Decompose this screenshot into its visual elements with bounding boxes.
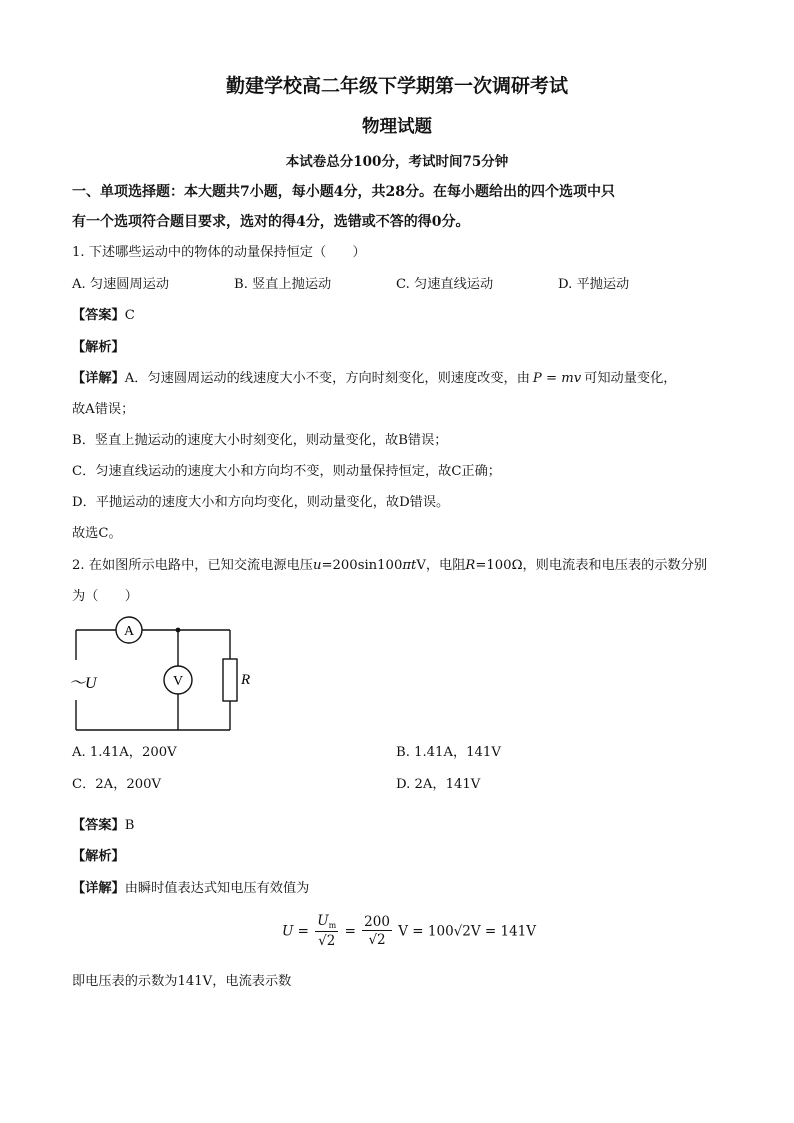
q1-answer (72, 307, 135, 325)
q2-stem-part1: 2. 在如图所示电路中，已知交流电源电压 (72, 558, 313, 573)
formula-num1: U (317, 913, 329, 929)
q1-analysis-tag: 【解析】 (72, 340, 125, 355)
detail-a-suffix: 可知动量变化， (584, 371, 677, 386)
q2-analysis-tag: 【解析】 (72, 849, 125, 864)
q1-detail-a (72, 370, 676, 388)
effective-voltage-formula (282, 913, 536, 957)
detail-text: 由瞬时值表达式知电压有效值为 (124, 881, 310, 896)
exam-info: 本试卷总分100分，考试时间75分钟 (285, 154, 509, 170)
junction-dot (176, 628, 181, 633)
detail-tag: 【详解】 (72, 371, 125, 386)
q2-stem-part4: =100Ω，则电流表和电压表的示数分别 (475, 558, 708, 573)
section-heading-line2: 有一个选项符合题目要求，选对的得4分，选错或不答的得0分。 (72, 214, 470, 230)
detail-tag: 【详解】 (72, 881, 125, 896)
formula-den2: √2 (368, 932, 386, 948)
voltmeter-label: V (172, 674, 184, 689)
formula-tail: V = 100√2V = 141V (398, 923, 537, 940)
fraction-200-sqrt2 (362, 914, 392, 949)
ammeter-label: A (123, 624, 135, 639)
q1-option-c: C. 匀速直线运动 (396, 277, 494, 292)
q1-conclusion: 故选C。 (72, 526, 122, 541)
q2-stem-part3: V，电阻 (416, 558, 466, 573)
q2-stem-line2: 为（ ） (72, 589, 138, 604)
q2-option-b: B. 1.41A，141V (396, 745, 501, 760)
q1-stem: 1. 下述哪些运动中的物体的动量保持恒定（ ） (72, 245, 366, 260)
subject-title: 物理试题 (362, 117, 432, 137)
source-label: ～U (69, 675, 97, 692)
answer-value: C (124, 308, 135, 323)
answer-tag: 【答案】 (72, 308, 125, 323)
momentum-formula: P = mv (532, 371, 582, 386)
q2-after-formula: 即电压表的示数为141V，电流表示数 (72, 974, 292, 989)
answer-tag: 【答案】 (72, 818, 125, 833)
q2-answer (72, 817, 134, 835)
q2-var-r: R (465, 558, 476, 573)
detail-a-prefix: A．匀速圆周运动的线速度大小不变，方向时刻变化，则速度改变，由 (124, 371, 530, 386)
q1-option-a: A. 匀速圆周运动 (72, 277, 170, 292)
q1-detail-d: D．平抛运动的速度大小和方向均变化，则动量变化，故D错误。 (72, 495, 450, 510)
fraction-um-sqrt2 (315, 913, 338, 950)
q2-option-a: A. 1.41A，200V (72, 745, 177, 760)
q2-option-c: C．2A，200V (72, 777, 162, 792)
formula-eq: = (344, 923, 356, 940)
q2-option-d: D. 2A，141V (396, 777, 481, 792)
q2-var-pit: πt (402, 558, 417, 573)
formula-num1-sub: m (328, 921, 337, 930)
resistor-label: R (241, 672, 251, 688)
answer-value: B (124, 818, 135, 833)
q2-detail (72, 880, 309, 898)
exam-title: 勤建学校高二年级下学期第一次调研考试 (225, 75, 568, 97)
q1-option-d: D. 平抛运动 (558, 277, 630, 292)
q1-option-b: B. 竖直上抛运动 (234, 277, 332, 292)
q1-detail-c: C．匀速直线运动的速度大小和方向均不变，则动量保持恒定，故C正确； (72, 464, 501, 479)
q2-var-u: u (312, 558, 322, 573)
formula-den1: √2 (318, 933, 336, 949)
formula-num2: 200 (364, 914, 390, 930)
q2-stem (72, 557, 707, 575)
resistor-icon (223, 659, 237, 701)
formula-lhs: U = (282, 923, 309, 940)
circuit-diagram (66, 612, 266, 738)
q1-detail-a-line2: 故A错误； (72, 402, 135, 417)
section-heading-line1: 一、单项选择题：本大题共7小题，每小题4分，共28分。在每小题给出的四个选项中只 (72, 184, 615, 200)
q2-stem-part2: =200sin100 (321, 558, 403, 573)
q1-detail-b: B．竖直上抛运动的速度大小时刻变化，则动量变化，故B错误； (72, 433, 448, 448)
